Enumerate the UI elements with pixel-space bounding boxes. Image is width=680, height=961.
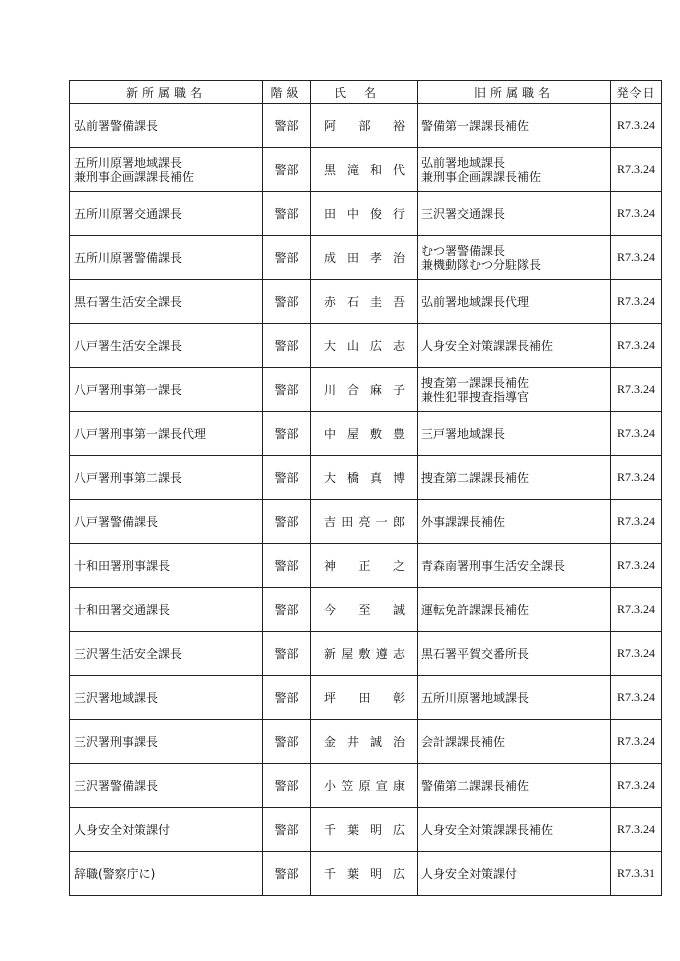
date-cell: R7.3.31 <box>611 852 662 896</box>
date-cell: R7.3.24 <box>611 720 662 764</box>
rank-cell: 警部 <box>263 764 311 808</box>
old-post-cell: 五所川原署地域課長 <box>418 676 611 720</box>
name-cell <box>311 236 418 280</box>
rank-cell: 警部 <box>263 808 311 852</box>
rank-cell: 警部 <box>263 412 311 456</box>
name-cell <box>311 676 418 720</box>
person-name: 成田孝治 <box>324 251 405 265</box>
rank-cell: 警部 <box>263 236 311 280</box>
table-row <box>70 544 662 588</box>
name-cell <box>311 148 418 192</box>
name-cell <box>311 280 418 324</box>
old-post-cell: 警備第二課課長補佐 <box>418 764 611 808</box>
old-post-cell: 黒石署平賀交番所長 <box>418 632 611 676</box>
old-post-cell: 三沢署交通課長 <box>418 192 611 236</box>
name-cell <box>311 104 418 148</box>
new-post-cell: 八戸署刑事第一課長代理 <box>70 412 263 456</box>
table-row <box>70 192 662 236</box>
old-post-cell: 外事課課長補佐 <box>418 500 611 544</box>
person-name: 千葉明広 <box>324 823 405 837</box>
old-post-cell: 弘前署地域課長代理 <box>418 280 611 324</box>
new-post-cell: 三沢署生活安全課長 <box>70 632 263 676</box>
header-new-post: 新所属職名 <box>70 81 263 104</box>
table-row <box>70 808 662 852</box>
person-name: 坪田彰 <box>324 691 405 705</box>
name-cell <box>311 852 418 896</box>
table-row <box>70 280 662 324</box>
date-cell: R7.3.24 <box>611 104 662 148</box>
rank-cell: 警部 <box>263 368 311 412</box>
person-name: 新屋敷遵志 <box>324 647 405 661</box>
table-row <box>70 324 662 368</box>
date-cell: R7.3.24 <box>611 148 662 192</box>
new-post-cell: 五所川原署警備課長 <box>70 236 263 280</box>
new-post-cell: 五所川原署交通課長 <box>70 192 263 236</box>
table-row <box>70 764 662 808</box>
name-cell <box>311 192 418 236</box>
old-post-cell: 会計課課長補佐 <box>418 720 611 764</box>
old-post-cell: 捜査第一課課長補佐 兼性犯罪捜査指導官 <box>418 368 611 412</box>
name-cell <box>311 544 418 588</box>
rank-cell: 警部 <box>263 852 311 896</box>
new-post-cell: 人身安全対策課付 <box>70 808 263 852</box>
date-cell: R7.3.24 <box>611 324 662 368</box>
table-row <box>70 456 662 500</box>
table-header <box>70 81 662 104</box>
name-cell <box>311 456 418 500</box>
table-body <box>70 104 662 896</box>
name-cell <box>311 764 418 808</box>
rank-cell: 警部 <box>263 148 311 192</box>
header-rank: 階級 <box>263 81 311 104</box>
name-cell <box>311 720 418 764</box>
new-post-cell: 八戸署刑事第二課長 <box>70 456 263 500</box>
new-post-cell: 八戸署刑事第一課長 <box>70 368 263 412</box>
name-cell <box>311 324 418 368</box>
name-cell <box>311 500 418 544</box>
old-post-cell: 人身安全対策課課長補佐 <box>418 324 611 368</box>
person-name: 黒滝和代 <box>324 163 405 177</box>
person-name: 神正之 <box>324 559 405 573</box>
person-name: 田中俊行 <box>324 207 405 221</box>
person-name: 大山広志 <box>324 339 405 353</box>
header-name: 氏名 <box>311 81 418 104</box>
old-post-cell: 警備第一課課長補佐 <box>418 104 611 148</box>
new-post-cell: 八戸署生活安全課長 <box>70 324 263 368</box>
rank-cell: 警部 <box>263 456 311 500</box>
name-cell <box>311 368 418 412</box>
old-post-cell: 捜査第二課課長補佐 <box>418 456 611 500</box>
person-name: 赤石圭吾 <box>324 295 405 309</box>
rank-cell: 警部 <box>263 676 311 720</box>
new-post-cell: 八戸署警備課長 <box>70 500 263 544</box>
table-row <box>70 500 662 544</box>
header-date: 発令日 <box>611 81 662 104</box>
date-cell: R7.3.24 <box>611 588 662 632</box>
old-post-cell: 青森南署刑事生活安全課長 <box>418 544 611 588</box>
rank-cell: 警部 <box>263 720 311 764</box>
table-row <box>70 852 662 896</box>
old-post-cell: 弘前署地域課長 兼刑事企画課課長補佐 <box>418 148 611 192</box>
name-cell <box>311 412 418 456</box>
person-name: 中屋敷豊 <box>324 427 405 441</box>
header-row <box>70 81 662 104</box>
personnel-table <box>69 80 662 896</box>
person-name: 金井誠治 <box>324 735 405 749</box>
new-post-cell: 三沢署地域課長 <box>70 676 263 720</box>
table-row <box>70 368 662 412</box>
rank-cell: 警部 <box>263 500 311 544</box>
person-name: 阿部裕 <box>324 119 405 133</box>
table-row <box>70 720 662 764</box>
header-old-post: 旧所属職名 <box>418 81 611 104</box>
old-post-cell: 運転免許課課長補佐 <box>418 588 611 632</box>
date-cell: R7.3.24 <box>611 500 662 544</box>
old-post-cell: 人身安全対策課課長補佐 <box>418 808 611 852</box>
date-cell: R7.3.24 <box>611 632 662 676</box>
date-cell: R7.3.24 <box>611 192 662 236</box>
old-post-cell: むつ署警備課長 兼機動隊むつ分駐隊長 <box>418 236 611 280</box>
new-post-cell: 黒石署生活安全課長 <box>70 280 263 324</box>
date-cell: R7.3.24 <box>611 280 662 324</box>
date-cell: R7.3.24 <box>611 368 662 412</box>
new-post-cell: 三沢署刑事課長 <box>70 720 263 764</box>
new-post-cell: 十和田署交通課長 <box>70 588 263 632</box>
person-name: 大橋真博 <box>324 471 405 485</box>
table-row <box>70 236 662 280</box>
date-cell: R7.3.24 <box>611 412 662 456</box>
person-name: 千葉明広 <box>324 867 405 881</box>
new-post-cell: 五所川原署地域課長 兼刑事企画課課長補佐 <box>70 148 263 192</box>
rank-cell: 警部 <box>263 280 311 324</box>
rank-cell: 警部 <box>263 632 311 676</box>
old-post-cell: 三戸署地域課長 <box>418 412 611 456</box>
table-row <box>70 104 662 148</box>
date-cell: R7.3.24 <box>611 808 662 852</box>
rank-cell: 警部 <box>263 544 311 588</box>
person-name: 小笠原宣康 <box>324 779 405 793</box>
table-row <box>70 588 662 632</box>
date-cell: R7.3.24 <box>611 456 662 500</box>
table-row <box>70 676 662 720</box>
name-cell <box>311 632 418 676</box>
new-post-cell: 三沢署警備課長 <box>70 764 263 808</box>
table-row <box>70 412 662 456</box>
rank-cell: 警部 <box>263 104 311 148</box>
rank-cell: 警部 <box>263 588 311 632</box>
name-cell <box>311 588 418 632</box>
person-name: 今至誠 <box>324 603 405 617</box>
date-cell: R7.3.24 <box>611 544 662 588</box>
date-cell: R7.3.24 <box>611 676 662 720</box>
new-post-cell: 辞職(警察庁に) <box>70 852 263 896</box>
rank-cell: 警部 <box>263 324 311 368</box>
person-name: 吉田亮一郎 <box>324 515 405 529</box>
new-post-cell: 弘前署警備課長 <box>70 104 263 148</box>
table-row <box>70 632 662 676</box>
rank-cell: 警部 <box>263 192 311 236</box>
old-post-cell: 人身安全対策課付 <box>418 852 611 896</box>
name-cell <box>311 808 418 852</box>
date-cell: R7.3.24 <box>611 764 662 808</box>
table-row <box>70 148 662 192</box>
person-name: 川合麻子 <box>324 383 405 397</box>
new-post-cell: 十和田署刑事課長 <box>70 544 263 588</box>
date-cell: R7.3.24 <box>611 236 662 280</box>
